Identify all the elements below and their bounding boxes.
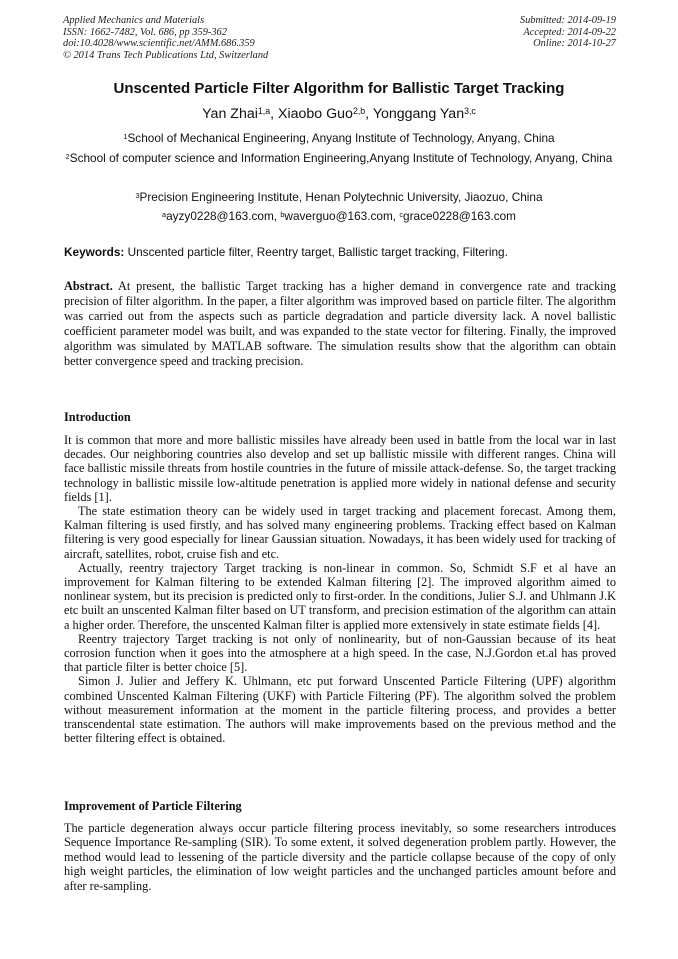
author-separator: , bbox=[270, 106, 278, 122]
email-sup: a bbox=[162, 209, 167, 219]
publication-dates bbox=[520, 15, 616, 50]
section-heading-improvement: Improvement of Particle Filtering bbox=[64, 799, 242, 813]
email-separator: , bbox=[273, 209, 281, 223]
author-sup: 1,a bbox=[257, 106, 271, 117]
affiliation-3 bbox=[64, 190, 614, 205]
online-date: Online: 2014-10-27 bbox=[533, 38, 616, 50]
paper-title: Unscented Particle Filter Algorithm for Ballistic Target Tracking bbox=[113, 80, 565, 97]
author-separator: , bbox=[365, 106, 373, 122]
author-name: Xiaobo Guo bbox=[278, 106, 353, 122]
paragraph: Actually, reentry trajectory Target tracking is non-linear in common. So, Schmidt S.F et al have an improvement for Kalman filtering to be extended Kalman filtering [2]. The improved algorithm aimed to nonlinear system, but its precision is predicted only to first-order. In the conditions, Julier S.J. and Uhlmann J.K etc built an unscented Kalman filter based on UT transform, and precision estimation of the algorithm can attain a higher order. Therefore, the unscented Kalman filter is applied more extensively in state estimate fields [4]. bbox=[64, 560, 616, 632]
keywords-text: Unscented particle filter, Reentry target, Ballistic target tracking, Filtering. bbox=[124, 245, 508, 259]
journal-issn: ISSN: 1662-7482, Vol. 686, pp 359-362 bbox=[63, 26, 227, 38]
email-sup: c bbox=[399, 209, 404, 219]
author-sup: 3,c bbox=[464, 106, 476, 117]
section-heading-introduction: Introduction bbox=[64, 410, 131, 424]
affiliation-2 bbox=[64, 151, 614, 166]
email-address: grace0228@163.com bbox=[403, 209, 516, 223]
paragraph: The state estimation theory can be widely used in target tracking and placement forecast. Among them, Kalman filtering is used firstly, and has solved many engineering problems. Tracking effect based on Kalman filtering is very good especially for linear Gaussian situation. Nowadays, it has been widely used for tracking of aircraft, satellites, robot, cruise fish and etc. bbox=[64, 504, 616, 561]
author-name: Yan Zhai bbox=[202, 106, 258, 122]
affiliation-sup: 3 bbox=[135, 190, 140, 200]
abstract bbox=[64, 279, 616, 369]
affiliation-text: Precision Engineering Institute, Henan Polytechnic University, Jiaozuo, China bbox=[139, 190, 543, 204]
author-sup: 2,b bbox=[352, 106, 366, 117]
author-emails bbox=[64, 209, 614, 224]
journal-info bbox=[63, 15, 268, 61]
submitted-date: Submitted: 2014-09-19 bbox=[519, 15, 616, 26]
email-sup: b bbox=[280, 209, 285, 219]
abstract-label: Abstract. bbox=[64, 279, 113, 293]
introduction-body bbox=[64, 433, 616, 745]
email-address: waverguo@163.com bbox=[284, 209, 393, 223]
author-name: Yonggang Yan bbox=[372, 106, 465, 122]
author-list bbox=[0, 105, 678, 123]
keywords bbox=[64, 245, 616, 260]
affiliation-sup: 1 bbox=[123, 131, 128, 141]
paragraph: Simon J. Julier and Jeffery K. Uhlmann, etc put forward Unscented Particle Filtering (UPF) algorithm combined Unscented Kalman Filtering (UKF) with Particle Filtering (PF). The algorithm solved the problem without measurement information at the moment in the particle filtering process, and provides a better transcendental state estimation. The authors will make improvements based on the previous method and the better filtering effect is obtained. bbox=[64, 674, 616, 746]
email-address: ayzy0228@163.com bbox=[166, 209, 274, 223]
journal-doi: doi:10.4028/www.scientific.net/AMM.686.359 bbox=[63, 38, 255, 50]
accepted-date: Accepted: 2014-09-22 bbox=[523, 26, 616, 38]
journal-name: Applied Mechanics and Materials bbox=[63, 15, 205, 26]
abstract-text: At present, the ballistic Target tracking has a higher demand in convergence rate and tracking precision of filter algorithm. In the paper, a filter algorithm was improved based on particle filter. The algorithm was carried out from the aspects such as particle degradation and particle diversity lack. A novel ballistic coefficient parameter model was built, and was expanded to the state vector for filtering. Finally, the improved algorithm was simulated by MATLAB software. The simulation results show that the algorithm can obtain better convergence speed and tracking precision. bbox=[64, 279, 616, 368]
affiliation-text: School of Mechanical Engineering, Anyang Institute of Technology, Anyang, China bbox=[127, 131, 555, 145]
journal-copyright: © 2014 Trans Tech Publications Ltd, Switzerland bbox=[63, 49, 269, 61]
affiliation-sup: 2 bbox=[65, 151, 70, 161]
paragraph: Reentry trajectory Target tracking is not only of nonlinearity, but of non-Gaussian because of its heat corrosion function when it goes into the atmosphere at a high speed. In the case, N.J.Gordon et.al has proved that particle filter is better choice [5]. bbox=[64, 631, 616, 675]
email-separator: , bbox=[392, 209, 400, 223]
affiliation-1 bbox=[64, 131, 614, 146]
improvement-paragraph: The particle degeneration always occur particle filtering process inevitably, so some researchers introduces Sequence Importance Re-sampling (SIR). To some extent, it solved degeneration problem partly. However, the method would lead to lessening of the particle diversity and the particle collapse because of the copy of only high weight particles, the elimination of low weight particles and the unchanged particles amount before and after re-sampling. bbox=[64, 821, 616, 893]
paragraph: It is common that more and more ballistic missiles have already been used in battle from the local war in last decades. Our neighboring countries also develop and set up ballistic missile with different ranges. China will face ballistic missile threats from hostile countries in the future of missile attack-defense. So, the target tracking technology in ballistic missile low-altitude penetration is applied more widely in national defense and security fields [1]. bbox=[64, 433, 616, 504]
affiliation-text: School of computer science and Information Engineering,Anyang Institute of Technology, Anyang, China bbox=[69, 151, 613, 165]
keywords-label: Keywords: bbox=[64, 245, 125, 259]
